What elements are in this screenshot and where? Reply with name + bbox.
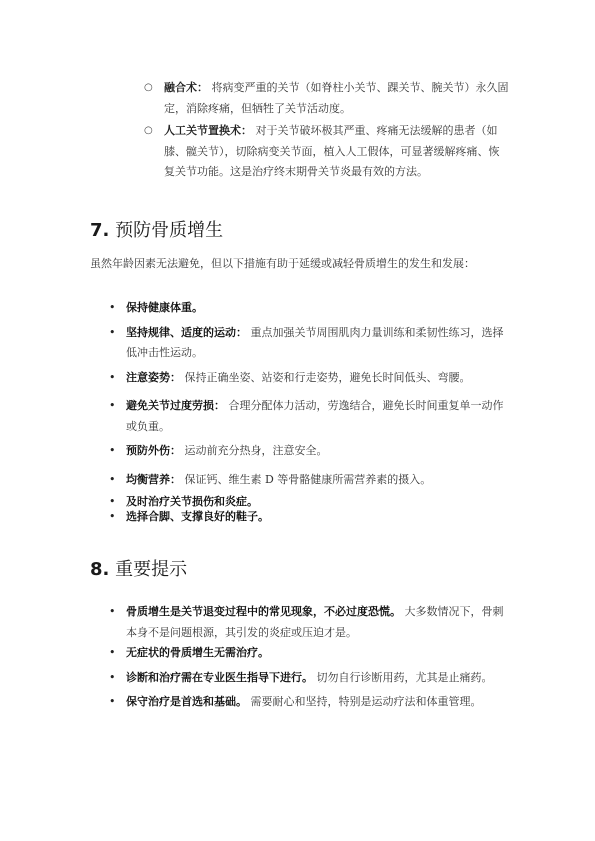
item-term: 诊断和治疗需在专业医生指导下进行。 bbox=[126, 670, 313, 684]
item-term: 融合术： bbox=[164, 81, 208, 94]
item-term: 坚持规律、适度的运动： bbox=[126, 325, 247, 339]
section-number: 7. bbox=[90, 220, 110, 241]
section-title: 重要提示 bbox=[115, 559, 188, 580]
important-notes-list bbox=[108, 602, 508, 713]
item-text: 切勿自行诊断用药，尤其是止痛药。 bbox=[313, 670, 493, 684]
item-term: 保守治疗是首选和基础。 bbox=[126, 695, 247, 708]
item-text: 重点加强关节周围肌肉力量训练和柔韧性练习，选择低冲击性运动。 bbox=[126, 325, 504, 359]
section-number: 8. bbox=[90, 559, 110, 580]
list-item bbox=[108, 692, 508, 713]
item-term: 及时治疗关节损伤和炎症。 bbox=[126, 495, 258, 508]
item-term: 骨质增生是关节退变过程中的常见现象，不必过度恐慌。 bbox=[126, 605, 401, 618]
list-item bbox=[108, 509, 508, 524]
section-intro: 虽然年龄因素无法避免，但以下措施有助于延缓或减轻骨质增生的发生和发展： bbox=[90, 257, 475, 270]
item-term: 注意姿势： bbox=[126, 370, 181, 384]
section-title: 预防骨质增生 bbox=[115, 220, 224, 241]
item-text: 合理分配体力活动，劳逸结合，避免长时间重复单一动作或负重。 bbox=[126, 399, 504, 433]
list-item bbox=[108, 602, 508, 643]
item-term: 避免关节过度劳损： bbox=[126, 399, 225, 412]
item-text: 运动前充分热身，注意安全。 bbox=[181, 444, 328, 457]
item-term: 保持健康体重。 bbox=[126, 301, 203, 314]
section-heading bbox=[90, 216, 223, 242]
item-text: 保证钙、维生素 D 等骨骼健康所需营养素的摄入。 bbox=[181, 472, 432, 486]
list-item bbox=[108, 643, 508, 664]
list-item bbox=[140, 121, 510, 183]
list-item bbox=[140, 78, 510, 119]
list-item bbox=[108, 396, 508, 437]
list-item bbox=[108, 668, 508, 689]
list-item bbox=[108, 298, 508, 319]
item-text: 保持正确坐姿、站姿和行走姿势，避免长时间低头、弯腰。 bbox=[181, 370, 471, 384]
item-term: 均衡营养： bbox=[126, 472, 181, 486]
item-text: 将病变严重的关节（如脊柱小关节、踝关节、腕关节）永久固定，消除疼痛，但牺牲了关节活动度。 bbox=[164, 81, 509, 115]
list-item bbox=[108, 368, 508, 389]
item-term: 选择合脚、支撑良好的鞋子。 bbox=[126, 510, 269, 523]
item-text: 大多数情况下，骨刺本身不是问题根源，其引发的炎症或压迫才是。 bbox=[126, 605, 504, 639]
section-heading bbox=[90, 555, 187, 581]
list-item bbox=[108, 441, 508, 462]
item-term: 无症状的骨质增生无需治疗。 bbox=[126, 646, 269, 659]
list-item bbox=[108, 494, 508, 509]
item-text: 需要耐心和坚持，特别是运动疗法和体重管理。 bbox=[247, 695, 482, 708]
prevention-list bbox=[108, 298, 508, 524]
list-item bbox=[108, 323, 508, 364]
item-term: 人工关节置换术： bbox=[164, 124, 252, 137]
surgery-options-list bbox=[140, 78, 510, 185]
item-term: 预防外伤： bbox=[126, 444, 181, 457]
list-item bbox=[108, 470, 508, 491]
item-text: 对于关节破坏极其严重、疼痛无法缓解的患者（如膝、髋关节），切除病变关节面，植入人工假体，可显著缓解疼痛、恢复关节功能。这是治疗终末期骨关节炎最有效的方法。 bbox=[164, 124, 500, 178]
